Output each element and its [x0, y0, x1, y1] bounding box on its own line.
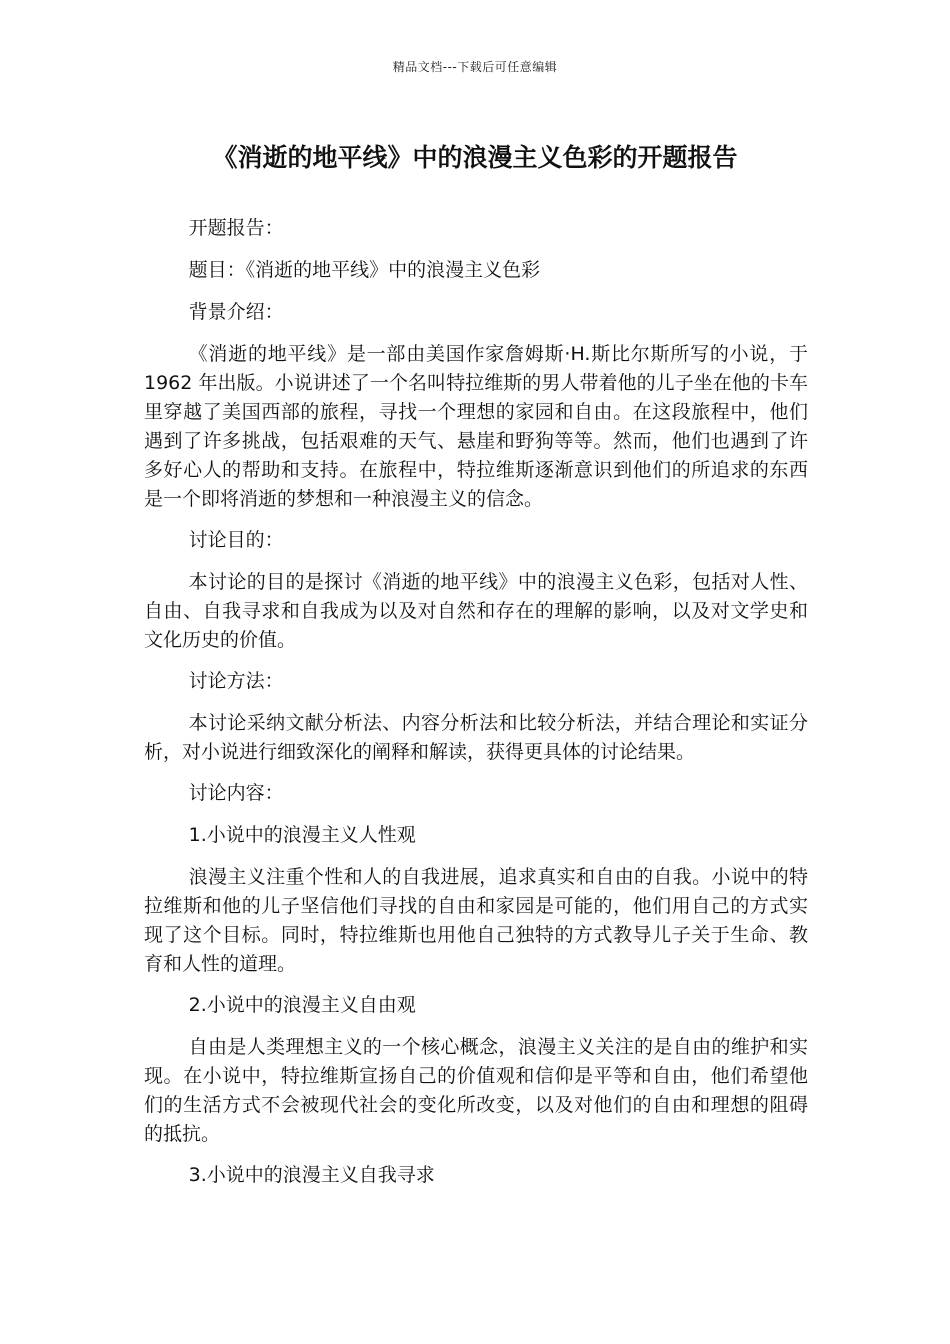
- document-title: 《消逝的地平线》中的浪漫主义色彩的开题报告: [212, 143, 738, 172]
- heading-method: 讨论方法：: [188, 670, 284, 692]
- paragraph-background: 《消逝的地平线》是一部由美国作家詹姆斯·H.斯比尔斯所写的小说，于 1962 年出版。小说讲述了一个名叫特拉维斯的男人带着他的儿子坐在他的卡车里穿越了美国西部的旅程，寻找一个理想的家园和自由。在这段旅程中，他们遇到了许多挑战，包括艰难的天气、悬崖和野狗等等。然而，他们也遇到了许多好心人的帮助和支持。在旅程中，特拉维斯逐渐意识到他们的所追求的东西是一个即将消逝的梦想和一种浪漫主义的信念。: [144, 343, 808, 510]
- section-heading-1: 1.小说中的浪漫主义人性观: [188, 824, 416, 846]
- heading-proposal: 开题报告：: [188, 217, 284, 239]
- paragraph-method: 本讨论采纳文献分析法、内容分析法和比较分析法，并结合理论和实证分析，对小说进行细致深化的阐释和解读，获得更具体的讨论结果。: [144, 712, 808, 763]
- heading-purpose: 讨论目的：: [188, 529, 284, 551]
- paragraph-purpose: 本讨论的目的是探讨《消逝的地平线》中的浪漫主义色彩，包括对人性、自由、自我寻求和自我成为以及对自然和存在的理解的影响，以及对文学史和文化历史的价值。: [144, 571, 808, 651]
- heading-background: 背景介绍：: [188, 301, 284, 323]
- heading-content: 讨论内容：: [188, 782, 284, 804]
- page-header-watermark: 精品文档---下载后可任意编辑: [392, 60, 558, 74]
- document-body: [144, 214, 808, 1203]
- topic-line: 题目：《消逝的地平线》中的浪漫主义色彩: [188, 259, 541, 281]
- section-heading-2: 2.小说中的浪漫主义自由观: [188, 994, 416, 1016]
- paragraph-section-1: 浪漫主义注重个性和人的自我进展，追求真实和自由的自我。小说中的特拉维斯和他的儿子坚信他们寻找的自由和家园是可能的，他们用自己的方式实现了这个目标。同时，特拉维斯也用他自己独特的方式教导儿子关于生命、教育和人性的道理。: [144, 866, 808, 975]
- paragraph-section-2: 自由是人类理想主义的一个核心概念，浪漫主义关注的是自由的维护和实现。在小说中，特拉维斯宣扬自己的价值观和信仰是平等和自由，他们希望他们的生活方式不会被现代社会的变化所改变，以及对他们的自由和理想的阻碍的抵抗。: [144, 1036, 808, 1145]
- section-heading-3: 3.小说中的浪漫主义自我寻求: [188, 1164, 435, 1186]
